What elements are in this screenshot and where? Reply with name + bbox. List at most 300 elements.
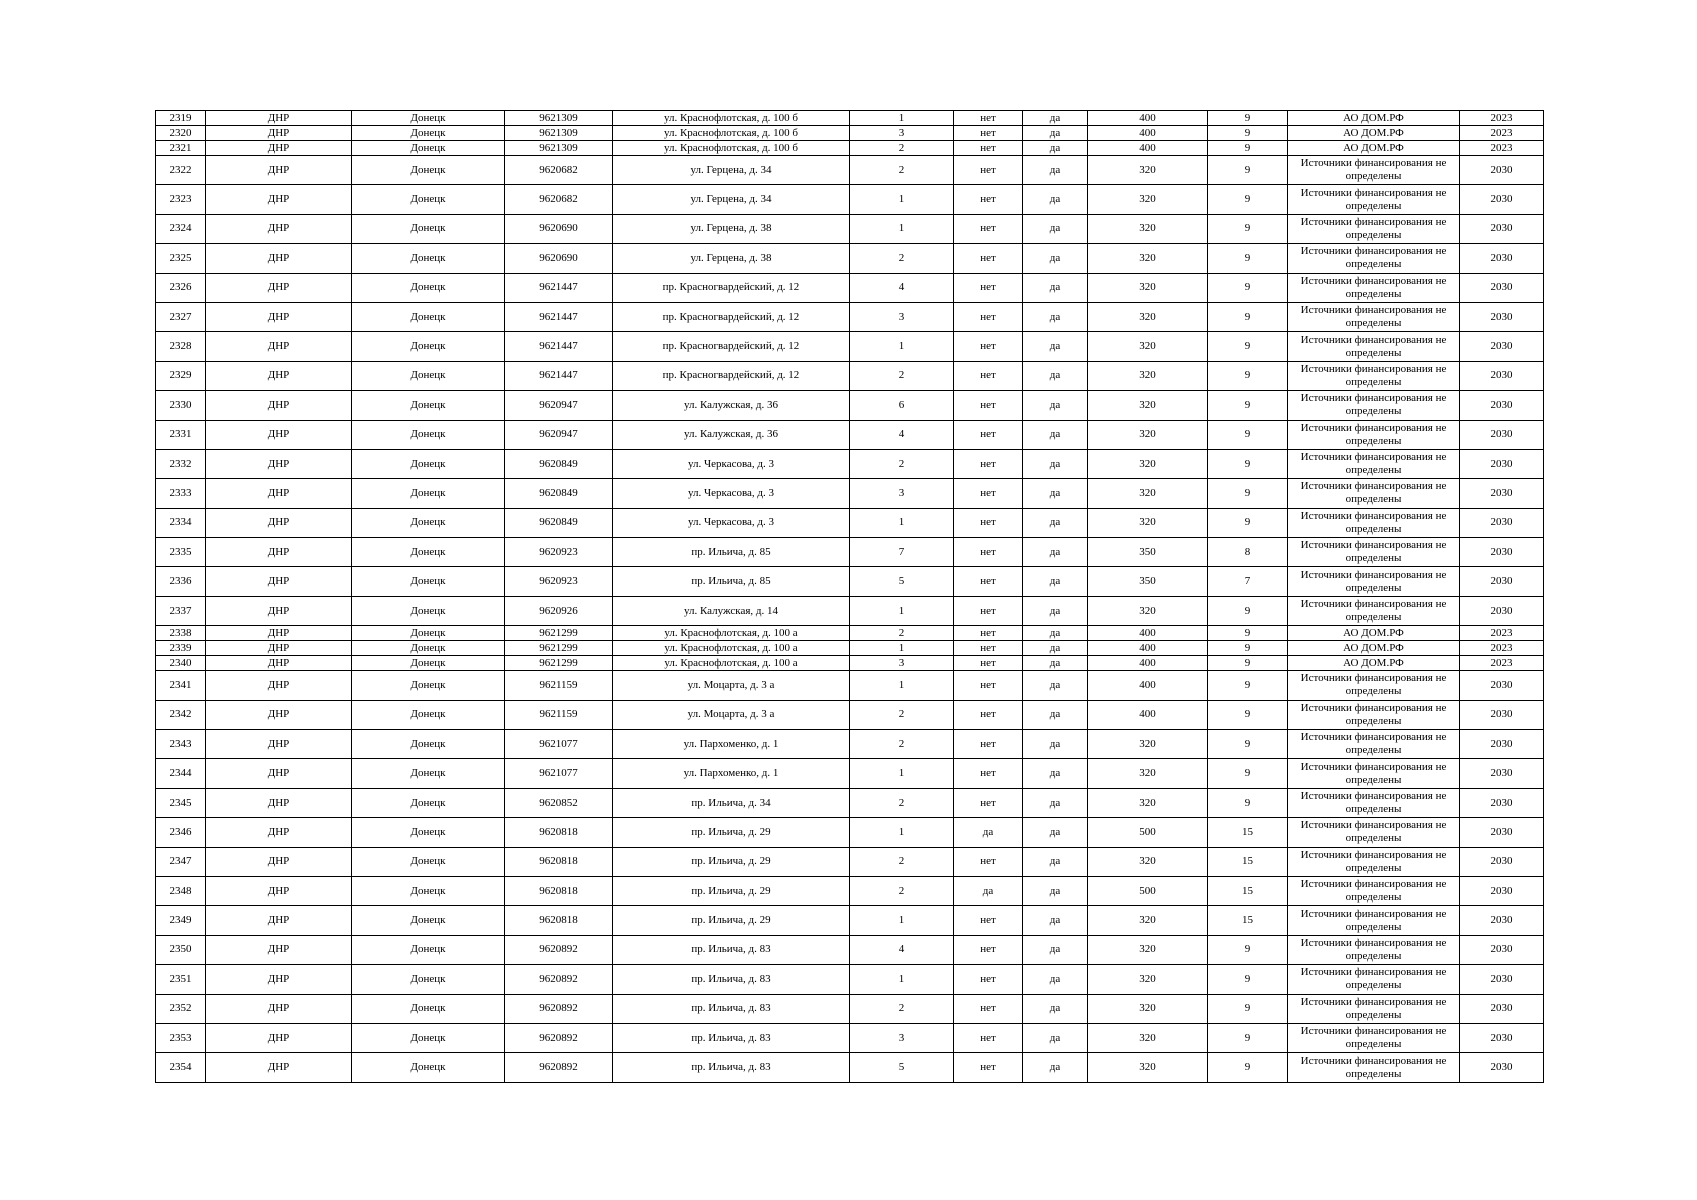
cell-financing-source: Источники финансирования не определены: [1288, 156, 1460, 185]
table-row: [156, 935, 1544, 964]
cell-city: Донецк: [352, 361, 505, 390]
cell-financing-source: Источники финансирования не определены: [1288, 244, 1460, 273]
cell-city: Донецк: [352, 876, 505, 905]
cell-city: Донецк: [352, 641, 505, 656]
cell-region: ДНР: [206, 185, 352, 214]
cell-row-number: 2339: [156, 641, 206, 656]
cell-entrance: 5: [850, 567, 954, 596]
cell-amount: 320: [1088, 185, 1208, 214]
table-row: [156, 214, 1544, 243]
cell-building-code: 9620849: [505, 508, 613, 537]
cell-row-number: 2325: [156, 244, 206, 273]
cell-financing-source: Источники финансирования не определены: [1288, 965, 1460, 994]
table-row: [156, 479, 1544, 508]
cell-flag-b: да: [1023, 332, 1088, 361]
cell-count: 7: [1208, 567, 1288, 596]
cell-entrance: 2: [850, 156, 954, 185]
cell-entrance: 1: [850, 508, 954, 537]
cell-flag-b: да: [1023, 847, 1088, 876]
cell-entrance: 2: [850, 700, 954, 729]
cell-year: 2030: [1460, 332, 1544, 361]
cell-entrance: 1: [850, 906, 954, 935]
table-row: [156, 449, 1544, 478]
cell-building-code: 9620818: [505, 847, 613, 876]
cell-region: ДНР: [206, 730, 352, 759]
cell-amount: 400: [1088, 111, 1208, 126]
cell-building-code: 9620818: [505, 906, 613, 935]
cell-flag-a: нет: [954, 420, 1023, 449]
cell-flag-a: нет: [954, 332, 1023, 361]
cell-address: пр. Ильича, д. 83: [613, 1023, 850, 1052]
cell-count: 9: [1208, 656, 1288, 671]
cell-address: ул. Калужская, д. 36: [613, 391, 850, 420]
cell-year: 2030: [1460, 788, 1544, 817]
cell-count: 15: [1208, 876, 1288, 905]
cell-amount: 400: [1088, 126, 1208, 141]
cell-flag-a: нет: [954, 671, 1023, 700]
cell-region: ДНР: [206, 759, 352, 788]
cell-city: Донецк: [352, 759, 505, 788]
cell-city: Донецк: [352, 567, 505, 596]
cell-financing-source: АО ДОМ.РФ: [1288, 126, 1460, 141]
cell-address: ул. Герцена, д. 34: [613, 185, 850, 214]
cell-address: пр. Ильича, д. 83: [613, 935, 850, 964]
table-row: [156, 538, 1544, 567]
cell-count: 9: [1208, 671, 1288, 700]
table-row: [156, 759, 1544, 788]
cell-flag-a: нет: [954, 185, 1023, 214]
cell-count: 9: [1208, 1053, 1288, 1082]
cell-region: ДНР: [206, 361, 352, 390]
cell-region: ДНР: [206, 244, 352, 273]
table-row: [156, 965, 1544, 994]
cell-financing-source: Источники финансирования не определены: [1288, 994, 1460, 1023]
cell-financing-source: АО ДОМ.РФ: [1288, 141, 1460, 156]
cell-city: Донецк: [352, 111, 505, 126]
table-row: [156, 332, 1544, 361]
cell-count: 9: [1208, 156, 1288, 185]
cell-flag-a: нет: [954, 626, 1023, 641]
cell-count: 9: [1208, 244, 1288, 273]
cell-entrance: 2: [850, 994, 954, 1023]
cell-amount: 320: [1088, 508, 1208, 537]
cell-amount: 320: [1088, 156, 1208, 185]
cell-amount: 320: [1088, 965, 1208, 994]
cell-flag-a: нет: [954, 141, 1023, 156]
cell-building-code: 9621077: [505, 730, 613, 759]
cell-row-number: 2345: [156, 788, 206, 817]
table-row: [156, 994, 1544, 1023]
cell-building-code: 9621447: [505, 361, 613, 390]
cell-flag-b: да: [1023, 818, 1088, 847]
cell-flag-b: да: [1023, 656, 1088, 671]
cell-amount: 320: [1088, 302, 1208, 331]
cell-flag-a: нет: [954, 641, 1023, 656]
cell-address: пр. Ильича, д. 29: [613, 847, 850, 876]
cell-amount: 320: [1088, 1023, 1208, 1052]
cell-row-number: 2347: [156, 847, 206, 876]
cell-count: 15: [1208, 847, 1288, 876]
cell-row-number: 2352: [156, 994, 206, 1023]
cell-amount: 400: [1088, 641, 1208, 656]
cell-financing-source: Источники финансирования не определены: [1288, 596, 1460, 625]
cell-region: ДНР: [206, 656, 352, 671]
cell-year: 2030: [1460, 994, 1544, 1023]
cell-financing-source: Источники финансирования не определены: [1288, 391, 1460, 420]
cell-amount: 320: [1088, 935, 1208, 964]
cell-count: 9: [1208, 361, 1288, 390]
cell-count: 9: [1208, 214, 1288, 243]
cell-flag-a: нет: [954, 847, 1023, 876]
cell-flag-b: да: [1023, 759, 1088, 788]
table-row: [156, 141, 1544, 156]
cell-address: пр. Красногвардейский, д. 12: [613, 273, 850, 302]
cell-year: 2030: [1460, 1053, 1544, 1082]
cell-year: 2023: [1460, 111, 1544, 126]
cell-row-number: 2336: [156, 567, 206, 596]
cell-flag-b: да: [1023, 538, 1088, 567]
cell-building-code: 9620892: [505, 1053, 613, 1082]
cell-year: 2030: [1460, 361, 1544, 390]
cell-row-number: 2335: [156, 538, 206, 567]
cell-year: 2030: [1460, 185, 1544, 214]
cell-amount: 320: [1088, 332, 1208, 361]
cell-address: пр. Ильича, д. 83: [613, 994, 850, 1023]
cell-address: ул. Калужская, д. 36: [613, 420, 850, 449]
cell-year: 2030: [1460, 935, 1544, 964]
cell-address: пр. Ильича, д. 83: [613, 1053, 850, 1082]
cell-amount: 320: [1088, 994, 1208, 1023]
cell-address: ул. Краснофлотская, д. 100 а: [613, 641, 850, 656]
cell-building-code: 9621447: [505, 302, 613, 331]
cell-building-code: 9620947: [505, 391, 613, 420]
cell-building-code: 9620892: [505, 935, 613, 964]
table-row: [156, 656, 1544, 671]
cell-city: Донецк: [352, 1023, 505, 1052]
cell-building-code: 9621299: [505, 626, 613, 641]
cell-year: 2030: [1460, 420, 1544, 449]
cell-city: Донецк: [352, 185, 505, 214]
table-row: [156, 876, 1544, 905]
cell-amount: 320: [1088, 214, 1208, 243]
cell-region: ДНР: [206, 847, 352, 876]
cell-flag-a: нет: [954, 244, 1023, 273]
cell-financing-source: Источники финансирования не определены: [1288, 538, 1460, 567]
cell-year: 2030: [1460, 1023, 1544, 1052]
cell-building-code: 9620923: [505, 538, 613, 567]
cell-flag-a: нет: [954, 906, 1023, 935]
cell-count: 9: [1208, 126, 1288, 141]
cell-row-number: 2332: [156, 449, 206, 478]
cell-entrance: 3: [850, 302, 954, 331]
cell-year: 2030: [1460, 391, 1544, 420]
cell-address: ул. Герцена, д. 38: [613, 214, 850, 243]
table-row: [156, 508, 1544, 537]
cell-city: Донецк: [352, 700, 505, 729]
cell-flag-a: нет: [954, 214, 1023, 243]
cell-amount: 320: [1088, 361, 1208, 390]
cell-amount: 320: [1088, 1053, 1208, 1082]
cell-address: пр. Ильича, д. 29: [613, 906, 850, 935]
cell-entrance: 2: [850, 876, 954, 905]
cell-building-code: 9620852: [505, 788, 613, 817]
cell-row-number: 2349: [156, 906, 206, 935]
cell-region: ДНР: [206, 538, 352, 567]
cell-building-code: 9620892: [505, 965, 613, 994]
cell-financing-source: Источники финансирования не определены: [1288, 479, 1460, 508]
cell-row-number: 2333: [156, 479, 206, 508]
cell-row-number: 2346: [156, 818, 206, 847]
cell-city: Донецк: [352, 1053, 505, 1082]
cell-count: 9: [1208, 965, 1288, 994]
cell-financing-source: Источники финансирования не определены: [1288, 935, 1460, 964]
cell-city: Донецк: [352, 420, 505, 449]
cell-building-code: 9620892: [505, 1023, 613, 1052]
cell-count: 9: [1208, 111, 1288, 126]
cell-building-code: 9621299: [505, 641, 613, 656]
cell-address: ул. Моцарта, д. 3 а: [613, 700, 850, 729]
cell-flag-b: да: [1023, 141, 1088, 156]
table-row: [156, 906, 1544, 935]
cell-amount: 320: [1088, 788, 1208, 817]
cell-region: ДНР: [206, 641, 352, 656]
cell-amount: 400: [1088, 671, 1208, 700]
cell-address: ул. Пархоменко, д. 1: [613, 759, 850, 788]
cell-amount: 320: [1088, 244, 1208, 273]
cell-row-number: 2319: [156, 111, 206, 126]
cell-year: 2030: [1460, 479, 1544, 508]
cell-flag-b: да: [1023, 596, 1088, 625]
cell-financing-source: АО ДОМ.РФ: [1288, 656, 1460, 671]
cell-region: ДНР: [206, 818, 352, 847]
cell-entrance: 2: [850, 730, 954, 759]
table-row: [156, 391, 1544, 420]
cell-address: пр. Красногвардейский, д. 12: [613, 332, 850, 361]
cell-city: Донецк: [352, 391, 505, 420]
cell-region: ДНР: [206, 391, 352, 420]
cell-region: ДНР: [206, 156, 352, 185]
cell-flag-b: да: [1023, 126, 1088, 141]
cell-region: ДНР: [206, 214, 352, 243]
table-row: [156, 1053, 1544, 1082]
cell-region: ДНР: [206, 479, 352, 508]
cell-financing-source: АО ДОМ.РФ: [1288, 626, 1460, 641]
cell-row-number: 2341: [156, 671, 206, 700]
table-row: [156, 700, 1544, 729]
cell-financing-source: Источники финансирования не определены: [1288, 1053, 1460, 1082]
cell-address: ул. Герцена, д. 38: [613, 244, 850, 273]
cell-flag-b: да: [1023, 1023, 1088, 1052]
cell-entrance: 1: [850, 111, 954, 126]
cell-flag-b: да: [1023, 420, 1088, 449]
cell-building-code: 9620818: [505, 876, 613, 905]
cell-year: 2030: [1460, 244, 1544, 273]
cell-region: ДНР: [206, 965, 352, 994]
cell-amount: 320: [1088, 449, 1208, 478]
cell-count: 9: [1208, 788, 1288, 817]
cell-count: 9: [1208, 626, 1288, 641]
cell-flag-a: нет: [954, 111, 1023, 126]
cell-flag-b: да: [1023, 479, 1088, 508]
cell-region: ДНР: [206, 1023, 352, 1052]
cell-row-number: 2342: [156, 700, 206, 729]
cell-address: пр. Ильича, д. 29: [613, 818, 850, 847]
cell-row-number: 2322: [156, 156, 206, 185]
cell-row-number: 2331: [156, 420, 206, 449]
cell-count: 9: [1208, 332, 1288, 361]
cell-flag-b: да: [1023, 935, 1088, 964]
cell-amount: 320: [1088, 906, 1208, 935]
table-row: [156, 361, 1544, 390]
cell-address: пр. Ильича, д. 34: [613, 788, 850, 817]
cell-flag-a: да: [954, 876, 1023, 905]
cell-city: Донецк: [352, 273, 505, 302]
cell-flag-b: да: [1023, 156, 1088, 185]
table-row: [156, 126, 1544, 141]
cell-entrance: 1: [850, 596, 954, 625]
cell-year: 2030: [1460, 847, 1544, 876]
cell-city: Донецк: [352, 788, 505, 817]
cell-flag-a: нет: [954, 126, 1023, 141]
cell-flag-a: нет: [954, 965, 1023, 994]
cell-address: ул. Черкасова, д. 3: [613, 479, 850, 508]
cell-city: Донецк: [352, 214, 505, 243]
cell-row-number: 2337: [156, 596, 206, 625]
cell-flag-a: нет: [954, 449, 1023, 478]
cell-city: Донецк: [352, 994, 505, 1023]
cell-count: 9: [1208, 700, 1288, 729]
cell-address: пр. Ильича, д. 29: [613, 876, 850, 905]
cell-financing-source: АО ДОМ.РФ: [1288, 111, 1460, 126]
cell-region: ДНР: [206, 111, 352, 126]
cell-region: ДНР: [206, 273, 352, 302]
cell-entrance: 2: [850, 788, 954, 817]
cell-count: 9: [1208, 391, 1288, 420]
table-row: [156, 273, 1544, 302]
cell-building-code: 9621309: [505, 111, 613, 126]
cell-financing-source: Источники финансирования не определены: [1288, 302, 1460, 331]
cell-amount: 400: [1088, 700, 1208, 729]
cell-row-number: 2350: [156, 935, 206, 964]
cell-city: Донецк: [352, 479, 505, 508]
cell-region: ДНР: [206, 906, 352, 935]
cell-year: 2030: [1460, 156, 1544, 185]
cell-building-code: 9621447: [505, 273, 613, 302]
cell-flag-b: да: [1023, 185, 1088, 214]
cell-flag-a: нет: [954, 479, 1023, 508]
cell-year: 2030: [1460, 538, 1544, 567]
cell-financing-source: Источники финансирования не определены: [1288, 361, 1460, 390]
cell-row-number: 2328: [156, 332, 206, 361]
cell-financing-source: Источники финансирования не определены: [1288, 788, 1460, 817]
cell-city: Донецк: [352, 671, 505, 700]
cell-flag-b: да: [1023, 876, 1088, 905]
cell-building-code: 9620947: [505, 420, 613, 449]
cell-address: ул. Калужская, д. 14: [613, 596, 850, 625]
cell-entrance: 7: [850, 538, 954, 567]
cell-row-number: 2324: [156, 214, 206, 243]
cell-city: Донецк: [352, 730, 505, 759]
cell-city: Донецк: [352, 302, 505, 331]
cell-count: 15: [1208, 906, 1288, 935]
cell-flag-a: нет: [954, 302, 1023, 331]
cell-entrance: 3: [850, 1023, 954, 1052]
cell-year: 2030: [1460, 214, 1544, 243]
cell-building-code: 9620892: [505, 994, 613, 1023]
cell-amount: 320: [1088, 759, 1208, 788]
cell-financing-source: АО ДОМ.РФ: [1288, 641, 1460, 656]
cell-row-number: 2334: [156, 508, 206, 537]
cell-financing-source: Источники финансирования не определены: [1288, 847, 1460, 876]
cell-flag-a: нет: [954, 156, 1023, 185]
cell-address: ул. Краснофлотская, д. 100 б: [613, 141, 850, 156]
cell-address: ул. Краснофлотская, д. 100 б: [613, 126, 850, 141]
cell-year: 2030: [1460, 730, 1544, 759]
table-row: [156, 1023, 1544, 1052]
cell-count: 9: [1208, 273, 1288, 302]
cell-count: 15: [1208, 818, 1288, 847]
cell-flag-a: да: [954, 818, 1023, 847]
cell-flag-a: нет: [954, 788, 1023, 817]
cell-amount: 400: [1088, 626, 1208, 641]
cell-address: ул. Черкасова, д. 3: [613, 449, 850, 478]
cell-year: 2023: [1460, 656, 1544, 671]
cell-city: Донецк: [352, 332, 505, 361]
cell-entrance: 2: [850, 847, 954, 876]
cell-count: 9: [1208, 420, 1288, 449]
cell-city: Донецк: [352, 126, 505, 141]
cell-flag-b: да: [1023, 391, 1088, 420]
table-row: [156, 626, 1544, 641]
cell-count: 9: [1208, 508, 1288, 537]
cell-region: ДНР: [206, 788, 352, 817]
cell-financing-source: Источники финансирования не определены: [1288, 508, 1460, 537]
cell-entrance: 1: [850, 965, 954, 994]
table-row: [156, 788, 1544, 817]
cell-flag-b: да: [1023, 111, 1088, 126]
table-row: [156, 596, 1544, 625]
cell-flag-b: да: [1023, 449, 1088, 478]
cell-building-code: 9621447: [505, 332, 613, 361]
cell-flag-b: да: [1023, 730, 1088, 759]
cell-city: Донецк: [352, 626, 505, 641]
cell-row-number: 2321: [156, 141, 206, 156]
cell-entrance: 4: [850, 420, 954, 449]
cell-region: ДНР: [206, 626, 352, 641]
cell-count: 9: [1208, 596, 1288, 625]
cell-building-code: 9620818: [505, 818, 613, 847]
table-row: [156, 111, 1544, 126]
cell-financing-source: Источники финансирования не определены: [1288, 700, 1460, 729]
table-row: [156, 818, 1544, 847]
cell-flag-a: нет: [954, 361, 1023, 390]
cell-building-code: 9621077: [505, 759, 613, 788]
cell-count: 9: [1208, 730, 1288, 759]
cell-region: ДНР: [206, 302, 352, 331]
cell-financing-source: Источники финансирования не определены: [1288, 876, 1460, 905]
registry-table: [155, 110, 1544, 1083]
cell-entrance: 2: [850, 361, 954, 390]
cell-region: ДНР: [206, 449, 352, 478]
cell-year: 2030: [1460, 596, 1544, 625]
cell-flag-b: да: [1023, 1053, 1088, 1082]
cell-year: 2030: [1460, 818, 1544, 847]
table-row: [156, 567, 1544, 596]
table-row: [156, 641, 1544, 656]
cell-flag-b: да: [1023, 700, 1088, 729]
cell-entrance: 1: [850, 759, 954, 788]
cell-row-number: 2329: [156, 361, 206, 390]
